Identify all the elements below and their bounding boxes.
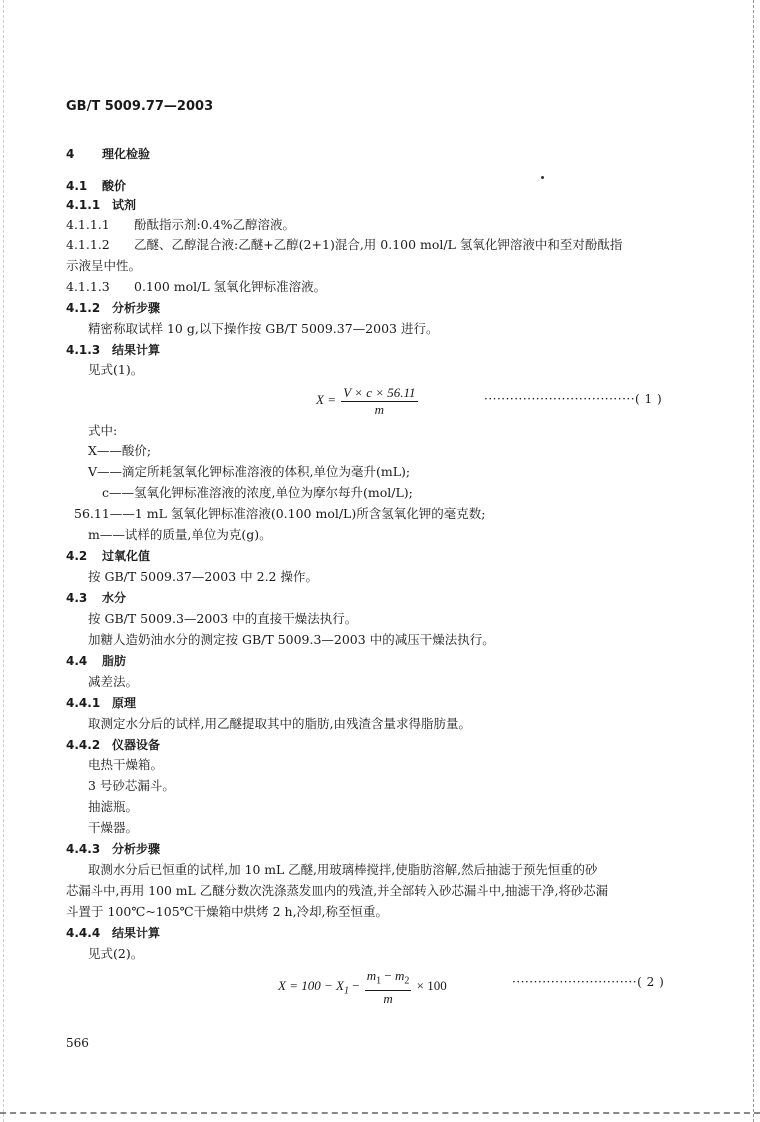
section-4-4-4-heading (66, 925, 160, 941)
section-4-1-heading (66, 178, 126, 194)
clause-text: 乙醚、乙醇混合液:乙醚+乙醇(2+1)混合,用 0.100 mol/L 氢氧化钾溶液中和至对酚酞指 (134, 237, 623, 252)
section-number: 4.4 (66, 654, 88, 668)
section-number: 4.1.1 (66, 198, 101, 212)
section-title: 原理 (112, 696, 137, 710)
equipment-item: 抽滤瓶。 (88, 799, 139, 814)
scan-edge-right (752, 0, 754, 1122)
document-id: GB/T 5009.77—2003 (66, 99, 214, 114)
clause-text: 酚酞指示剂:0.4%乙醇溶液。 (134, 217, 295, 232)
section-number: 4 (66, 147, 75, 161)
formula-denominator: m (383, 990, 393, 1006)
where-item: V——滴定所耗氢氧化钾标准溶液的体积,单位为毫升(mL); (88, 464, 411, 479)
where-item: c——氢氧化钾标准溶液的浓度,单位为摩尔每升(mol/L); (102, 485, 413, 500)
paragraph-4-4-1: 取测定水分后的试样,用乙醚提取其中的脂肪,由残渣含量求得脂肪量。 (88, 716, 471, 731)
section-title: 仪器设备 (112, 738, 161, 752)
formula-number: ( 1 ) (635, 392, 663, 406)
section-number: 4.1 (66, 179, 88, 193)
section-number: 4.4.3 (66, 842, 101, 856)
section-4-1-1-heading (66, 197, 136, 213)
clause-number: 4.1.1.3 (66, 279, 110, 294)
section-title: 分析步骤 (112, 301, 161, 315)
section-title: 脂肪 (102, 654, 127, 668)
paragraph-4-4-3-line1: 取测水分后已恒重的试样,加 10 mL 乙醚,用玻璃棒搅拌,使脂肪溶解,然后抽滤于预先恒重的砂 (88, 862, 598, 877)
formula-numerator: V × c × 56.11 (343, 385, 416, 400)
section-number: 4.4.1 (66, 696, 101, 710)
section-number: 4.1.3 (66, 343, 101, 357)
section-4-4-heading (66, 653, 126, 669)
equipment-item: 电热干燥箱。 (88, 757, 164, 772)
paragraph-4-2: 按 GB/T 5009.37—2003 中 2.2 操作。 (88, 569, 318, 584)
formula-fraction (365, 968, 412, 1006)
formula-2-leader (512, 975, 664, 989)
scan-edge-bottom (0, 1111, 760, 1114)
section-number: 4.2 (66, 549, 88, 563)
leader-dots: ··································· (484, 392, 636, 406)
section-title: 理化检验 (102, 147, 151, 161)
where-label: 式中: (88, 423, 118, 438)
where-item: 56.11——1 mL 氢氧化钾标准溶液(0.100 mol/L)所含氢氧化钾的毫克数; (74, 506, 486, 521)
section-number: 4.3 (66, 591, 88, 605)
section-4-4-2-heading (66, 737, 160, 753)
paragraph-4-4-3-line2: 芯漏斗中,再用 100 mL 乙醚分数次洗涤蒸发皿内的残渣,并全部转入砂芯漏斗中,抽滤干净,将砂芯漏 (66, 883, 609, 898)
section-title: 过氧化值 (102, 549, 151, 563)
section-number: 4.4.4 (66, 926, 101, 940)
paragraph-4-4: 减差法。 (88, 674, 139, 689)
section-title: 酸价 (102, 179, 127, 193)
formula-numerator: $m_1 - m_2$ (365, 968, 412, 991)
equipment-item: 干燥器。 (88, 820, 139, 835)
clause-number: 4.1.1.2 (66, 237, 110, 252)
section-title: 分析步骤 (112, 842, 161, 856)
section-4-4-3-heading (66, 841, 160, 857)
section-number: 4.1.2 (66, 301, 101, 315)
section-4-1-2-heading (66, 300, 160, 316)
where-item: m——试样的质量,单位为克(g)。 (88, 527, 272, 542)
clause-4-1-1-1 (66, 217, 295, 233)
scan-speck (541, 176, 544, 179)
formula-denominator: m (374, 402, 385, 417)
leader-dots: ····························· (512, 975, 638, 989)
formula-lhs: X = (316, 391, 336, 407)
formula-lhs: $X = 100 - X_1$ (278, 977, 349, 997)
section-title: 结果计算 (112, 343, 161, 357)
section-number: 4.4.2 (66, 738, 101, 752)
formula-tail: × 100 (416, 977, 447, 993)
formula-1-leader (484, 392, 662, 406)
paragraph-4-3-a: 按 GB/T 5009.3—2003 中的直接干燥法执行。 (88, 611, 358, 626)
formula-1 (316, 385, 420, 417)
clause-4-1-1-2 (66, 237, 622, 253)
formula-fraction (341, 385, 417, 417)
scan-edge-left (3, 0, 5, 1122)
section-title: 水分 (102, 591, 127, 605)
paragraph-4-1-2: 精密称取试样 10 g,以下操作按 GB/T 5009.37—2003 进行。 (88, 321, 439, 336)
section-title: 结果计算 (112, 926, 161, 940)
formula-minus: − (352, 977, 360, 993)
section-4-2-heading (66, 548, 150, 564)
paragraph-4-4-3-line3: 斗置于 100℃~105℃干燥箱中烘烤 2 h,冷却,称至恒重。 (66, 904, 389, 919)
clause-4-1-1-3 (66, 279, 326, 295)
paragraph-4-4-4: 见式(2)。 (88, 946, 144, 961)
paragraph-4-3-b: 加糖人造奶油水分的测定按 GB/T 5009.3—2003 中的减压干燥法执行。 (88, 632, 495, 647)
section-4-heading (66, 146, 150, 162)
where-item: X——酸价; (88, 443, 152, 458)
section-title: 试剂 (112, 198, 137, 212)
section-4-1-3-heading (66, 342, 160, 358)
formula-2 (278, 968, 447, 1006)
page-number: 566 (66, 1036, 89, 1050)
section-4-3-heading (66, 590, 126, 606)
clause-4-1-1-2-cont: 示液呈中性。 (66, 258, 142, 273)
equipment-item: 3 号砂芯漏斗。 (88, 778, 175, 793)
clause-number: 4.1.1.1 (66, 217, 110, 232)
clause-text: 0.100 mol/L 氢氧化钾标准溶液。 (134, 279, 327, 294)
section-4-4-1-heading (66, 695, 136, 711)
paragraph-4-1-3: 见式(1)。 (88, 362, 144, 377)
formula-number: ( 2 ) (637, 975, 665, 989)
